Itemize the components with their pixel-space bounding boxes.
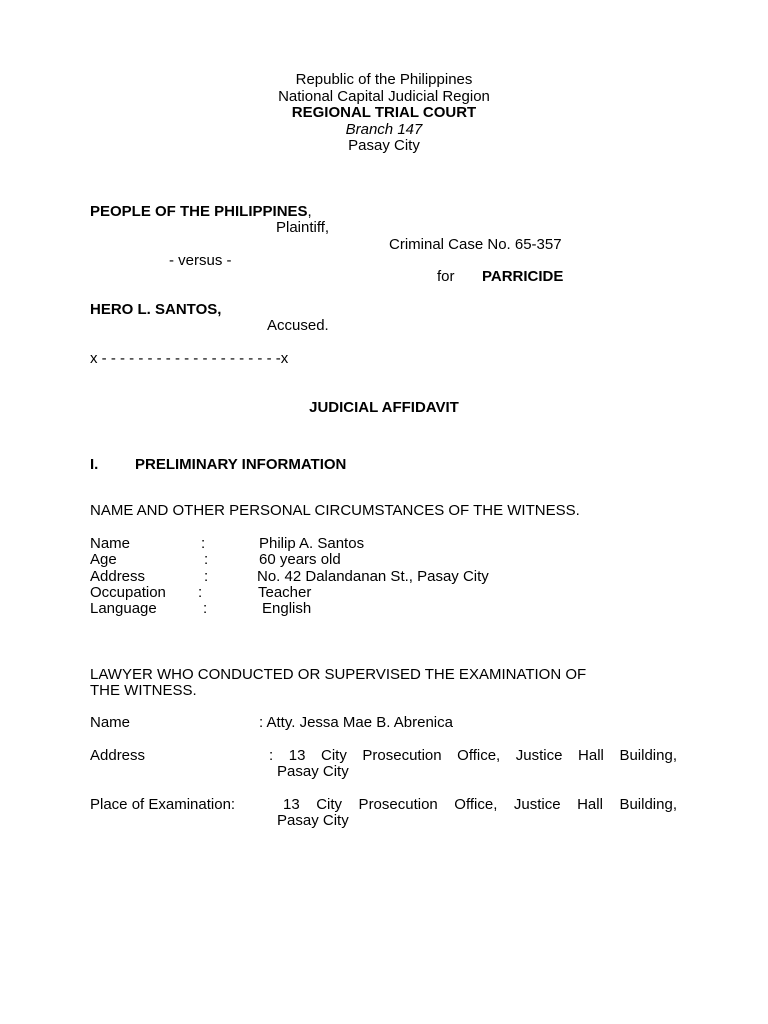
witness-address-colon: : xyxy=(204,568,209,585)
header-republic: Republic of the Philippines xyxy=(295,71,473,88)
witness-heading: NAME AND OTHER PERSONAL CIRCUMSTANCES OF THE WITNESS. xyxy=(90,502,580,519)
witness-occupation-label: Occupation xyxy=(90,584,166,601)
witness-age-colon: : xyxy=(204,551,209,568)
for-label: for xyxy=(437,268,455,285)
header-city: Pasay City xyxy=(348,137,420,154)
lawyer-name-value: : Atty. Jessa Mae B. Abrenica xyxy=(259,714,453,731)
witness-language-label: Language xyxy=(90,600,157,617)
witness-age-value: 60 years old xyxy=(259,551,341,568)
caption-separator: x - - - - - - - - - - - - - - - - - - - -x xyxy=(90,350,289,367)
witness-occupation-colon: : xyxy=(198,584,203,601)
plaintiff-role: Plaintiff, xyxy=(276,219,330,236)
case-number: Criminal Case No. 65-357 xyxy=(389,236,562,253)
section-number: I. xyxy=(90,456,99,473)
witness-language-value: English xyxy=(262,600,312,617)
examination-place-line2: Pasay City xyxy=(277,812,349,829)
accused-role: Accused. xyxy=(267,317,329,334)
lawyer-address-line2: Pasay City xyxy=(277,763,349,780)
versus-label: - versus - xyxy=(169,252,232,269)
witness-occupation-value: Teacher xyxy=(258,584,312,601)
plaintiff-name-text: PEOPLE OF THE PHILIPPINES xyxy=(90,203,308,220)
document-title: JUDICIAL AFFIDAVIT xyxy=(309,399,459,416)
header-court: REGIONAL TRIAL COURT xyxy=(291,104,477,121)
section-heading: PRELIMINARY INFORMATION xyxy=(135,456,347,473)
accused-name: HERO L. SANTOS, xyxy=(90,301,222,318)
plaintiff-name xyxy=(90,204,312,220)
examination-place-label: Place of Examination: xyxy=(90,796,236,813)
plaintiff-comma: , xyxy=(307,203,312,220)
lawyer-address-line1: : 13 City Prosecution Office, Justice Hall Building, xyxy=(269,747,677,764)
witness-name-label: Name xyxy=(90,535,131,552)
offense: PARRICIDE xyxy=(482,268,564,285)
witness-address-label: Address xyxy=(90,568,146,585)
witness-age-label: Age xyxy=(90,551,117,568)
witness-name-colon: : xyxy=(201,535,206,552)
lawyer-name-label: Name xyxy=(90,714,131,731)
witness-name-value: Philip A. Santos xyxy=(259,535,365,552)
witness-language-colon: : xyxy=(203,600,208,617)
lawyer-heading-line2: THE WITNESS. xyxy=(90,682,197,699)
lawyer-heading-line1: LAWYER WHO CONDUCTED OR SUPERVISED THE EXAMINATION OF xyxy=(90,666,587,683)
header-branch: Branch 147 xyxy=(345,121,423,138)
lawyer-address-label: Address xyxy=(90,747,146,764)
witness-address-value: No. 42 Dalandanan St., Pasay City xyxy=(257,568,489,585)
header-region: National Capital Judicial Region xyxy=(278,88,490,105)
examination-place-line1: 13 City Prosecution Office, Justice Hall Building, xyxy=(283,796,677,813)
